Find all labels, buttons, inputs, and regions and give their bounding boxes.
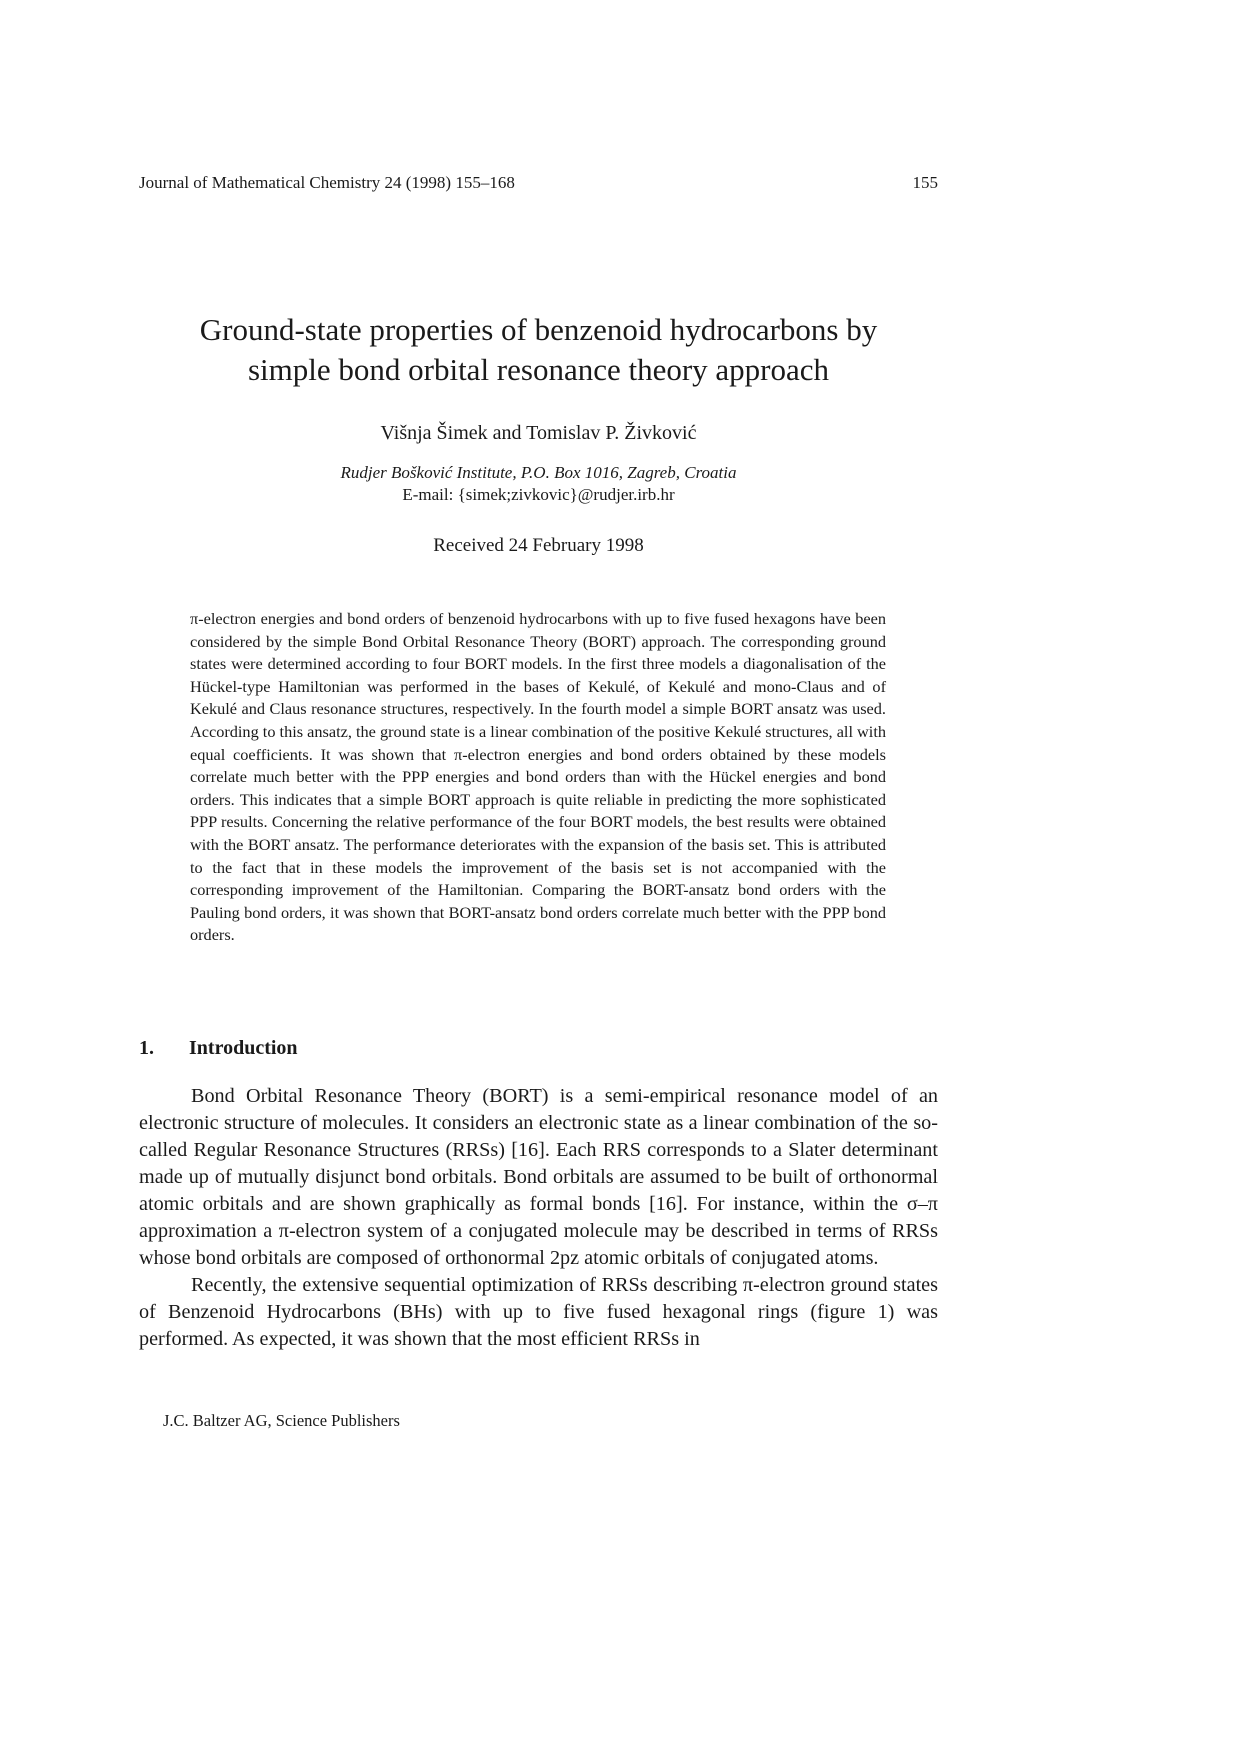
- running-head: [139, 173, 938, 193]
- email: E-mail: {simek;zivkovic}@rudjer.irb.hr: [402, 485, 675, 504]
- body-text: [139, 1083, 938, 1353]
- body-paragraph-2: Recently, the extensive sequential optimization of RRSs describing π-electron ground states of Benzenoid Hydrocarbons (BHs) with up to five fused hexagonal rings (figure 1) was performed. As expected, it was shown that the most efficient RRSs in: [139, 1274, 938, 1350]
- title-line-2: simple bond orbital resonance theory approach: [247, 352, 830, 387]
- author-list: Višnja Šimek and Tomislav P. Živković: [380, 422, 697, 444]
- affiliation: [139, 462, 938, 506]
- publisher-footer: J.C. Baltzer AG, Science Publishers: [163, 1411, 400, 1430]
- institute: Rudjer Bošković Institute, P.O. Box 1016, Zagreb, Croatia: [340, 463, 737, 482]
- received-date: Received 24 February 1998: [433, 535, 644, 556]
- paper-title: [139, 310, 938, 390]
- body-paragraph-1: Bond Orbital Resonance Theory (BORT) is a semi-empirical resonance model of an electronic structure of molecules. It considers an electronic state as a linear combination of the so-called Regular Resonance Structures (RRSs) [16]. Each RRS corresponds to a Slater determinant made up of mutually disjunct bond orbitals. Bond orbitals are assumed to be built of orthonormal atomic orbitals and are shown graphically as formal bonds [16]. For instance, within the σ–π approximation a π-electron system of a conjugated molecule may be described in terms of RRSs whose bond orbitals are composed of orthonormal 2pz atomic orbitals of conjugated atoms.: [139, 1085, 938, 1269]
- abstract: [190, 608, 886, 947]
- page-number: 155: [912, 173, 938, 192]
- section-heading: [139, 1037, 298, 1060]
- journal-citation: Journal of Mathematical Chemistry 24 (1998) 155–168: [139, 173, 515, 192]
- section-number: 1.: [139, 1037, 154, 1059]
- section-title: Introduction: [189, 1037, 298, 1059]
- title-line-1: Ground-state properties of benzenoid hydrocarbons by: [199, 312, 878, 347]
- abstract-text: π-electron energies and bond orders of benzenoid hydrocarbons with up to five fused hexagons have been considered by the simple Bond Orbital Resonance Theory (BORT) approach. The corresponding ground states were determined according to four BORT models. In the first three models a diagonalisation of the Hückel-type Hamiltonian was performed in the bases of Kekulé, of Kekulé and mono-Claus and of Kekulé and Claus resonance structures, respectively. In the fourth model a simple BORT ansatz was used. According to this ansatz, the ground state is a linear combination of the positive Kekulé structures, all with equal coefficients. It was shown that π-electron energies and bond orders obtained by these models correlate much better with the PPP energies and bond orders than with the Hückel energies and bond orders. This indicates that a simple BORT approach is quite reliable in predicting the more sophisticated PPP results. Concerning the relative performance of the four BORT models, the best results were obtained with the BORT ansatz. The performance deteriorates with the expansion of the basis set. This is attributed to the fact that in these models the improvement of the basis set is not accompanied with the corresponding improvement of the Hamiltonian. Comparing the BORT-ansatz bond orders with the Pauling bond orders, it was shown that BORT-ansatz bond orders correlate much better with the PPP bond orders.: [190, 609, 886, 945]
